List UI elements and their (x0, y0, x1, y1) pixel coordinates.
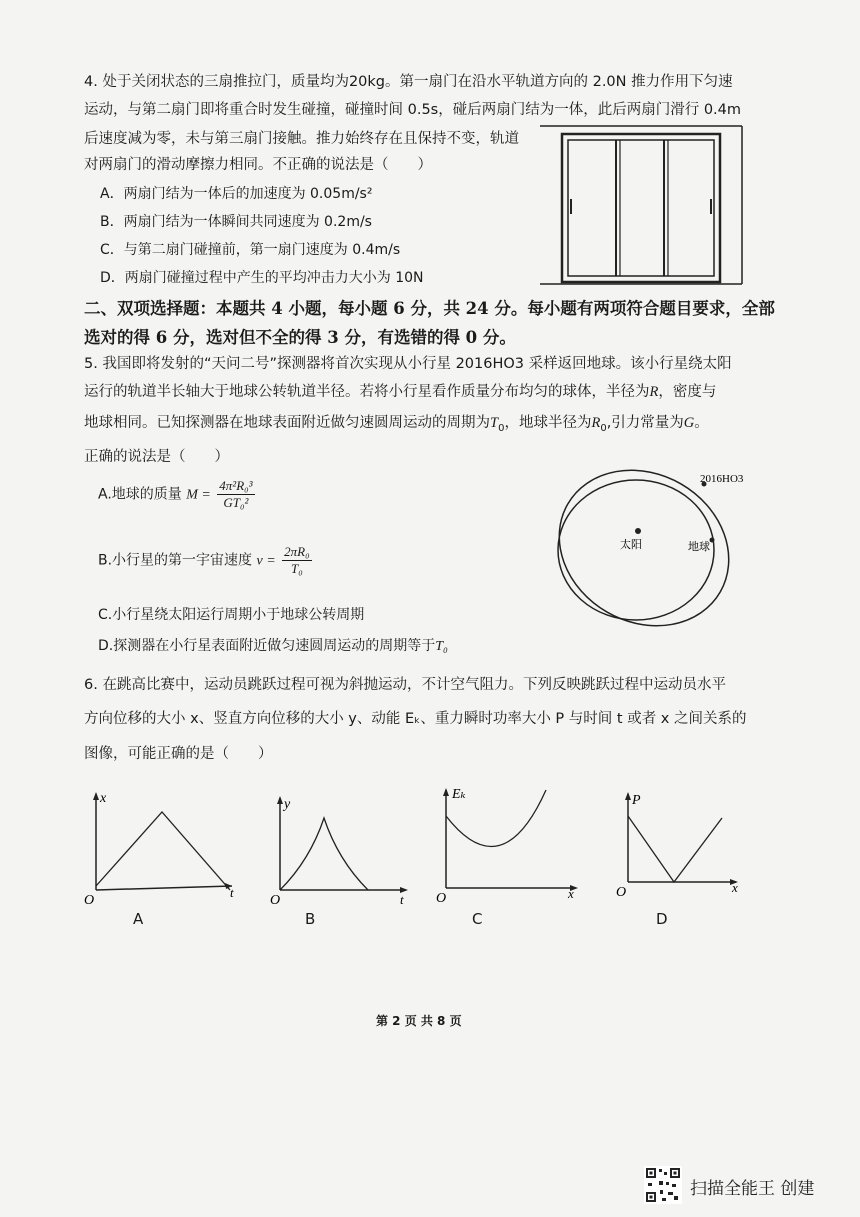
q4-line-1: 4. 处于关闭状态的三扇推拉门，质量均为20kg。第一扇门在沿水平轨道方向的 2.0N 推力作用下匀速 (84, 74, 733, 90)
earth-label: 地球 (688, 541, 710, 553)
svg-text:O: O (84, 893, 95, 906)
q4-line-2: 运动，与第二扇门即将重合时发生碰撞，碰撞时间 0.5s，碰后两扇门结为一体，此后两扇门滑行 0.4m (84, 102, 742, 118)
q5-line-1: 5. 我国即将发射的“天问二号”探测器将首次实现从小行星 2016HO3 采样返回地球。该小行星绕太阳 (84, 356, 732, 372)
q4-option-d: D．两扇门碰撞过程中产生的平均冲击力大小为 10N (100, 270, 424, 286)
svg-text:O: O (270, 893, 281, 906)
svg-text:y: y (284, 797, 291, 812)
qr-code-icon (644, 1166, 682, 1204)
q5-option-a: A.地球的质量 M = $\frac{\text{4π²R₀³}}{\text{GT₀²}}$ (98, 478, 253, 510)
q6-line-1: 6. 在跳高比赛中，运动员跳跃过程可视为斜抛运动，不计空气阻力。下列反映跳跃过程中运动员水平 (84, 677, 726, 693)
graph-b (262, 790, 412, 906)
watermark-text: 扫描全能王 创建 (690, 1179, 815, 1199)
asteroid-label: 2016HO3 (700, 473, 744, 485)
q6-line-3: 图像，可能正确的是（ ） (84, 746, 273, 762)
svg-text:t: t (400, 892, 404, 906)
svg-text:t: t (230, 885, 234, 900)
graph-c (432, 784, 582, 904)
q6-line-2: 方向位移的大小 x、竖直方向位移的大小 y、动能 Eₖ、重力瞬时功率大小 P 与时间 t 或者 x 之间关系的 (84, 711, 747, 727)
page-number: 第 2 页 共 8 页 (376, 1014, 462, 1028)
q4-option-a: A．两扇门结为一体后的加速度为 0.05m/s² (100, 186, 373, 202)
graph-b-label: B (305, 910, 316, 928)
graph-d-label: D (656, 910, 668, 928)
q5-option-d: D.探测器在小行星表面附近做匀速圆周运动的周期等于T₀ (98, 638, 448, 654)
graph-a-label: A (133, 910, 144, 928)
svg-text:O: O (436, 891, 447, 904)
q4-line-3: 后速度减为零，未与第三扇门接触。推力始终存在且保持不变，轨道 (84, 131, 519, 147)
q5-option-b: B.小行星的第一宇宙速度 v = $\frac{\text{2πR₀}}{\text{T₀}}$ (98, 544, 310, 576)
q5-line-2: 运行的轨道半长轴大于地球公转轨道半径。若将小行星看作质量分布均匀的球体，半径为R，密度与 (84, 384, 717, 400)
section-2-heading-line-1: 二、双项选择题：本题共 4 小题，每小题 6 分，共 24 分。每小题有两项符合题目要求，全部 (84, 299, 775, 318)
svg-text:P: P (632, 793, 641, 808)
section-2-heading-line-2: 选对的得 6 分，选对但不全的得 3 分，有选错的得 0 分。 (84, 328, 516, 347)
q4-option-c: C．与第二扇门碰撞前，第一扇门速度为 0.4m/s (100, 242, 401, 258)
graph-c-label: C (472, 910, 483, 928)
svg-text:O: O (616, 885, 627, 900)
sliding-doors-figure (536, 124, 746, 288)
orbit-figure (548, 460, 748, 650)
svg-text:Eₖ: Eₖ (452, 787, 466, 802)
graph-a (80, 786, 240, 906)
q5-line-3: 地球相同。已知探测器在地球表面附近做匀速圆周运动的周期为$T_0$，地球半径为$R_0$,引力常量为G。 (84, 415, 709, 434)
svg-text:x: x (568, 886, 574, 901)
q5-line-4: 正确的说法是（ ） (84, 449, 229, 465)
q4-option-b: B．两扇门结为一体瞬间共同速度为 0.2m/s (100, 214, 372, 230)
graph-d (610, 786, 750, 904)
q5-option-c: C.小行星绕太阳运行周期小于地球公转周期 (98, 607, 365, 623)
sun-label: 太阳 (620, 539, 642, 551)
svg-text:x: x (732, 880, 738, 895)
svg-text:x: x (100, 791, 107, 806)
q4-line-4: 对两扇门的滑动摩擦力相同。不正确的说法是（ ） (84, 157, 432, 173)
